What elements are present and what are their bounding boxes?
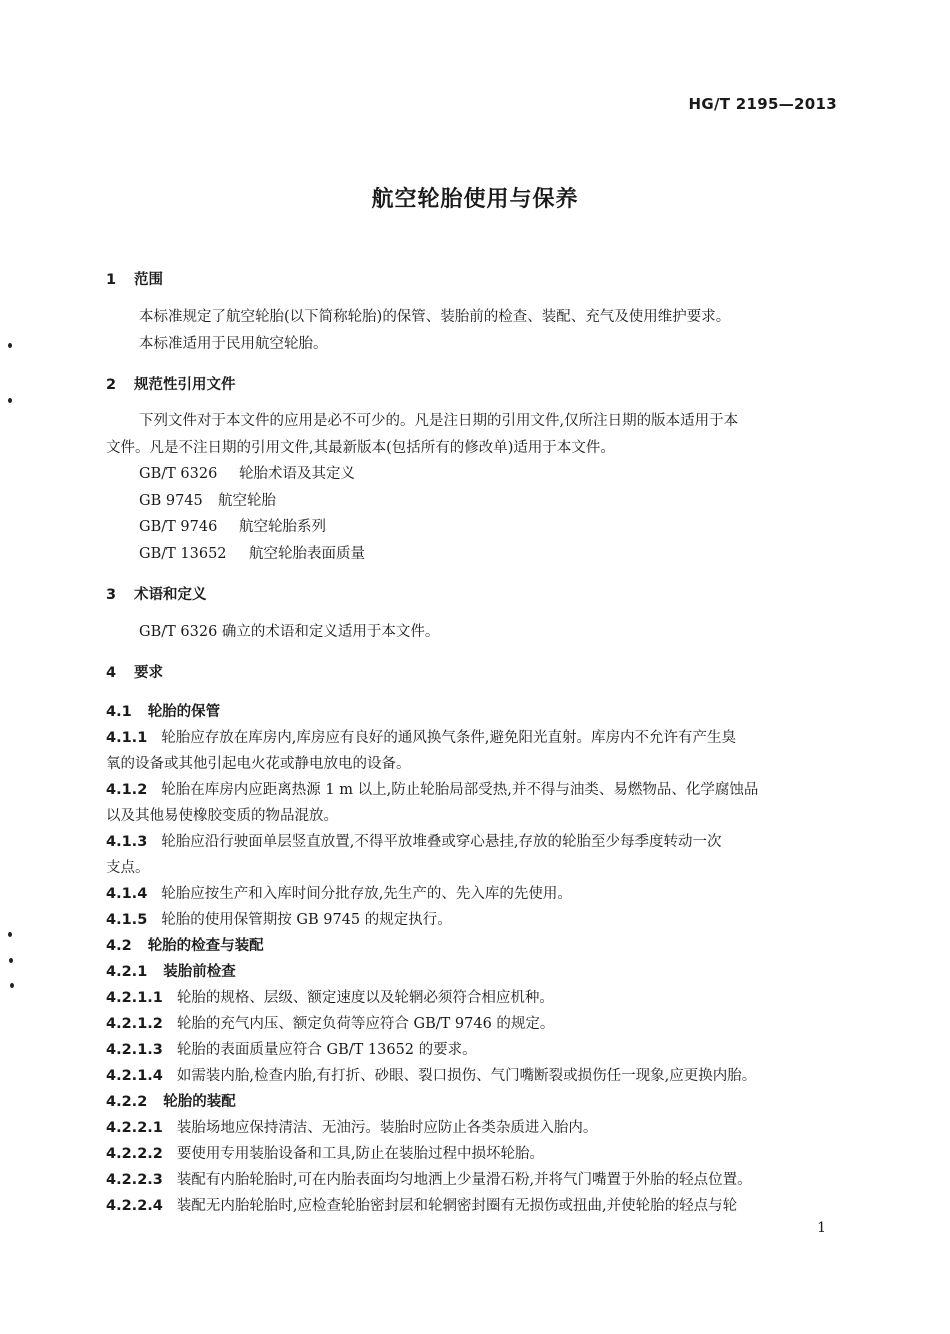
clause-4-2-1-3	[106, 1038, 477, 1059]
clause-4-1-3	[106, 830, 722, 851]
section-4-heading	[106, 661, 163, 682]
clause-4-1-2	[106, 778, 758, 799]
clause-number: 4.1	[106, 704, 132, 720]
section-title: 范围	[134, 272, 163, 288]
clause-4-2-1-heading	[106, 960, 236, 981]
clause-title: 轮胎的装配	[163, 1094, 236, 1110]
clause-text: 轮胎应存放在库房内,库房应有良好的通风换气条件,避免阳光直射。库房内不允许有产生臭	[161, 730, 737, 746]
section-number: 4	[106, 665, 117, 681]
scan-speck	[8, 343, 12, 348]
references-intro-line-1: 下列文件对于本文件的应用是必不可少的。凡是注日期的引用文件,仅所注日期的版本适用于本	[139, 413, 739, 429]
clause-4-2-heading	[106, 934, 264, 955]
clause-text: 轮胎应按生产和入库时间分批存放,先生产的、先入库的先使用。	[161, 886, 572, 902]
section-title: 规范性引用文件	[134, 377, 236, 393]
clause-text: 轮胎在库房内应距离热源 1 m 以上,防止轮胎局部受热,并不得与油类、易燃物品、化学腐蚀品	[161, 782, 759, 798]
clause-text: 要使用专用装胎设备和工具,防止在装胎过程中损坏轮胎。	[176, 1146, 544, 1162]
clause-number: 4.1.5	[106, 912, 148, 928]
clause-4-2-1-4	[106, 1064, 756, 1085]
clause-number: 4.2.1.1	[106, 990, 163, 1006]
clause-title: 轮胎的检查与装配	[147, 938, 264, 954]
clause-title: 装胎前检查	[163, 964, 236, 980]
reference-code: GB 9745	[139, 493, 203, 509]
section-number: 2	[106, 377, 117, 393]
clause-number: 4.2.2.3	[106, 1172, 163, 1188]
clause-4-1-5	[106, 908, 452, 929]
clause-number: 4.2.2	[106, 1094, 148, 1110]
clause-text: 装胎场地应保持清洁、无油污。装胎时应防止各类杂质进入胎内。	[176, 1120, 598, 1136]
document-title: 航空轮胎使用与保养	[371, 187, 579, 212]
clause-text: 轮胎的使用保管期按 GB 9745 的规定执行。	[161, 912, 452, 928]
reference-name: 轮胎术语及其定义	[239, 466, 355, 482]
clause-4-2-2-3	[106, 1168, 752, 1189]
clause-number: 4.1.3	[106, 834, 148, 850]
scan-speck	[8, 932, 12, 937]
clause-4-2-2-heading	[106, 1090, 236, 1111]
section-title: 术语和定义	[134, 587, 207, 603]
clause-number: 4.2.1	[106, 964, 148, 980]
scan-speck	[9, 958, 13, 963]
reference-item	[139, 515, 326, 536]
reference-item	[139, 542, 365, 563]
clause-4-1-1	[106, 726, 736, 747]
clause-title: 轮胎的保管	[147, 704, 221, 720]
section-1-heading	[106, 268, 163, 289]
section-number: 1	[106, 272, 117, 288]
standard-code: HG/T 2195—2013	[688, 95, 837, 113]
reference-name: 航空轮胎	[218, 493, 276, 509]
clause-4-1-1-continued: 氧的设备或其他引起电火花或静电放电的设备。	[106, 756, 411, 772]
clause-number: 4.2.1.2	[106, 1016, 163, 1032]
clause-number: 4.2.2.4	[106, 1198, 163, 1214]
reference-name: 航空轮胎表面质量	[249, 546, 365, 562]
clause-4-2-2-2	[106, 1142, 544, 1163]
clause-4-1-3-continued: 支点。	[106, 860, 150, 876]
clause-number: 4.1.2	[106, 782, 148, 798]
references-intro-line-2: 文件。凡是不注日期的引用文件,其最新版本(包括所有的修改单)适用于本文件。	[106, 440, 615, 456]
clause-4-1-4	[106, 882, 572, 903]
clause-text: 轮胎的表面质量应符合 GB/T 13652 的要求。	[176, 1042, 477, 1058]
clause-4-2-1-2	[106, 1012, 554, 1033]
clause-4-1-2-continued: 以及其他易使橡胶变质的物品混放。	[106, 808, 338, 824]
clause-number: 4.1.4	[106, 886, 148, 902]
clause-text: 轮胎应沿行驶面单层竖直放置,不得平放堆叠或穿心悬挂,存放的轮胎至少每季度转动一次	[161, 834, 722, 850]
reference-item	[139, 489, 276, 510]
scope-paragraph-1: 本标准规定了航空轮胎(以下简称轮胎)的保管、装胎前的检查、装配、充气及使用维护要求。	[139, 309, 731, 325]
reference-code: GB/T 13652	[139, 546, 227, 562]
section-title: 要求	[134, 665, 163, 681]
clause-number: 4.2.2.1	[106, 1120, 163, 1136]
section-2-heading	[106, 373, 236, 394]
reference-code: GB/T 6326	[139, 466, 218, 482]
clause-text: 装配无内胎轮胎时,应检查轮胎密封层和轮辋密封圈有无损伤或扭曲,并使轮胎的轻点与轮	[176, 1198, 738, 1214]
clause-4-2-2-4	[106, 1194, 737, 1215]
reference-code: GB/T 9746	[139, 519, 218, 535]
terms-paragraph: GB/T 6326 确立的术语和定义适用于本文件。	[139, 624, 440, 640]
scope-paragraph-2: 本标准适用于民用航空轮胎。	[139, 336, 328, 352]
clause-4-2-2-1	[106, 1116, 597, 1137]
clause-text: 轮胎的规格、层级、额定速度以及轮辋必须符合相应机种。	[176, 990, 554, 1006]
clause-text: 如需装内胎,检查内胎,有打折、砂眼、裂口损伤、气门嘴断裂或损伤任一现象,应更换内胎。	[176, 1068, 757, 1084]
clause-text: 轮胎的充气内压、额定负荷等应符合 GB/T 9746 的规定。	[176, 1016, 555, 1032]
page-number: 1	[817, 1220, 826, 1236]
clause-number: 4.2.1.3	[106, 1042, 163, 1058]
section-3-heading	[106, 583, 207, 604]
scan-speck	[10, 983, 14, 988]
reference-item	[139, 462, 355, 483]
clause-4-1-heading	[106, 700, 220, 721]
clause-number: 4.1.1	[106, 730, 148, 746]
reference-name: 航空轮胎系列	[239, 519, 326, 535]
clause-4-2-1-1	[106, 986, 554, 1007]
clause-number: 4.2	[106, 938, 132, 954]
clause-text: 装配有内胎轮胎时,可在内胎表面均匀地洒上少量滑石粉,并将气门嘴置于外胎的轻点位置。	[176, 1172, 752, 1188]
clause-number: 4.2.1.4	[106, 1068, 163, 1084]
clause-number: 4.2.2.2	[106, 1146, 163, 1162]
section-number: 3	[106, 587, 117, 603]
scan-speck	[8, 398, 12, 403]
